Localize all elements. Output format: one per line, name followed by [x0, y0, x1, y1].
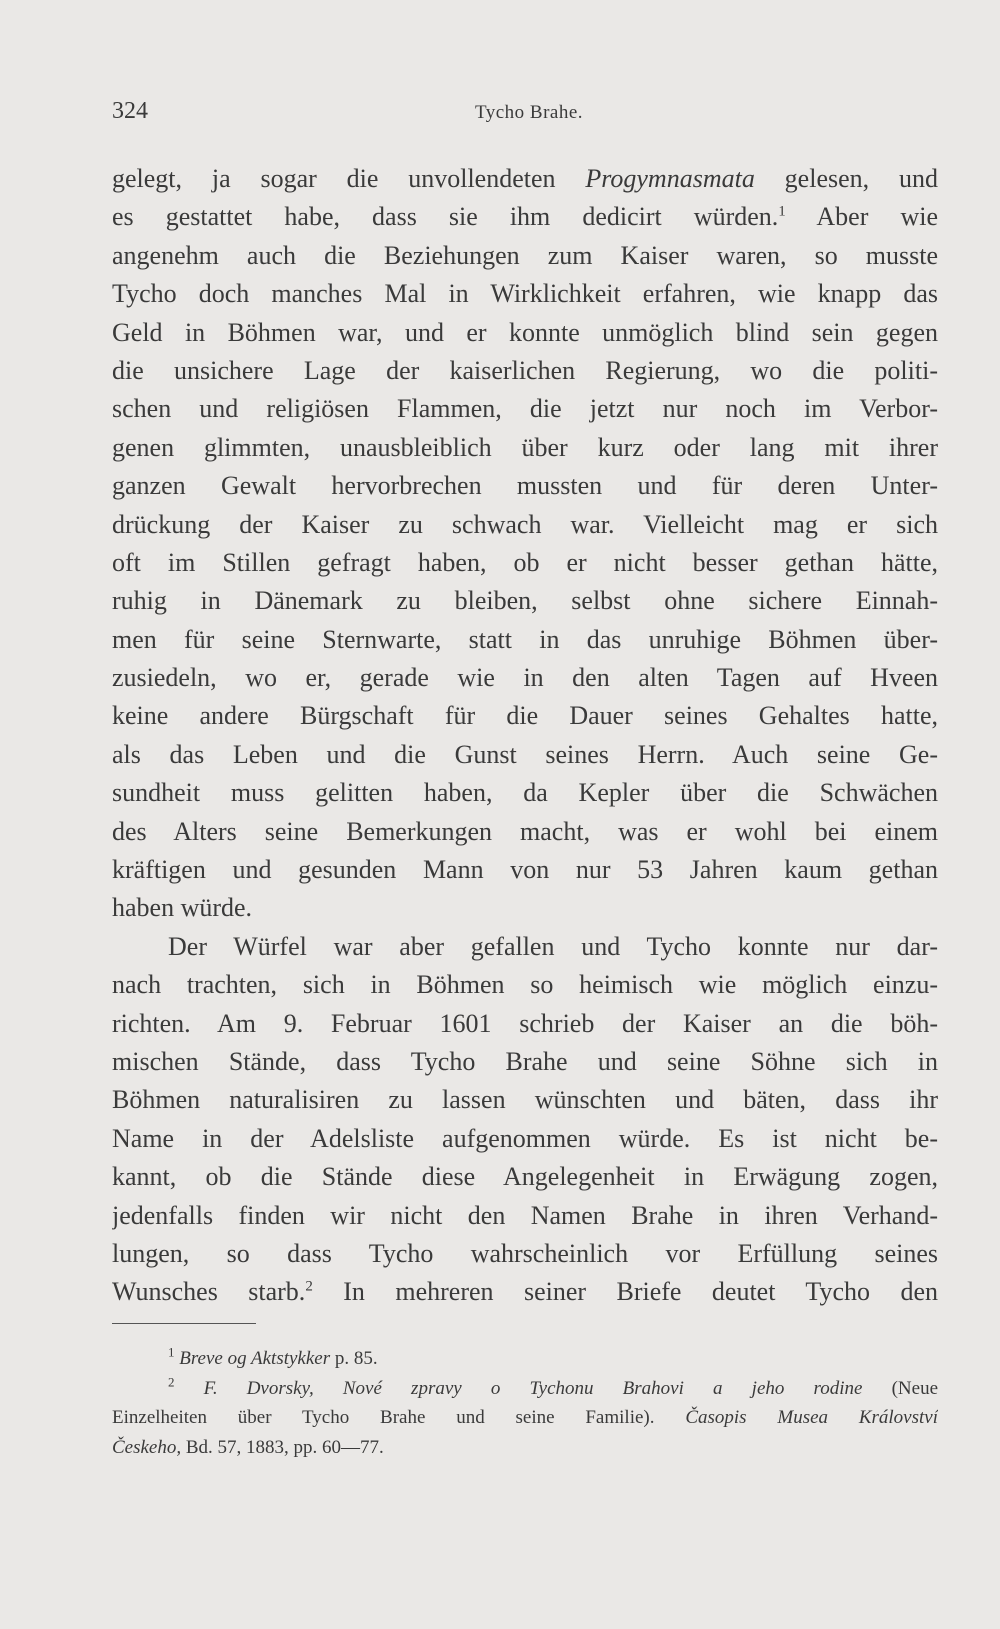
text-line: es gestattet habe, dass sie ihm dedicirt würden.$^1$ Aber wie — [112, 202, 938, 232]
text-line: men für seine Sternwarte, statt in das unruhige Böhmen über- — [112, 624, 938, 654]
text-line: jedenfalls finden wir nicht den Namen Brahe in ihren Verhand- — [112, 1200, 938, 1230]
text-line: Böhmen naturalisiren zu lassen wünschten und bäten, dass ihr — [112, 1085, 938, 1115]
text-line: haben würde. — [112, 893, 253, 923]
text-line: Wunsches starb.$^2$ In mehreren seiner Briefe deutet Tycho den — [112, 1277, 938, 1307]
footnote-ref: 2 — [305, 1278, 313, 1295]
text-line: des Alters seine Bemerkungen macht, was er wohl bei einem — [112, 816, 938, 846]
page-header — [112, 98, 938, 138]
footnote-divider — [112, 1323, 256, 1324]
footnote-2-continued: Einzelheiten über Tycho Brahe und seine Familie). Časopis Musea Království — [112, 1407, 938, 1428]
footnotes — [112, 1344, 938, 1462]
text-line: drückung der Kaiser zu schwach war. Vielleicht mag er sich — [112, 509, 938, 539]
text-line: als das Leben und die Gunst seines Herrn. Auch seine Ge- — [112, 739, 938, 769]
footnote-ref: 1 — [778, 203, 786, 220]
text-line: ruhig in Dänemark zu bleiben, selbst ohne sichere Einnah- — [112, 586, 938, 616]
text-line: zusiedeln, wo er, gerade wie in den alten Tagen auf Hveen — [112, 663, 938, 693]
text-line: oft im Stillen gefragt haben, ob er nicht besser gethan hätte, — [112, 547, 938, 577]
text-line: keine andere Bürgschaft für die Dauer seines Gehaltes hatte, — [112, 701, 938, 731]
text-line: Geld in Böhmen war, und er konnte unmöglich blind sein gegen — [112, 317, 938, 347]
main-text — [112, 160, 938, 1312]
footnote-2: $^2$ F. Dvorsky, Nové zpravy o Tychonu Brahovi a jeho rodine (Neue — [168, 1374, 938, 1399]
page-number: 324 — [112, 98, 148, 124]
footnote-2-continued: Českeho, Bd. 57, 1883, pp. 60—77. — [112, 1436, 384, 1458]
text-line: mischen Stände, dass Tycho Brahe und seine Söhne sich in — [112, 1046, 938, 1076]
text-line: ganzen Gewalt hervorbrechen mussten und für deren Unter- — [112, 471, 938, 501]
text-line: lungen, so dass Tycho wahrscheinlich vor Erfüllung seines — [112, 1238, 938, 1268]
running-title: Tycho Brahe. — [474, 102, 584, 123]
text-line: Name in der Adelsliste aufgenommen würde. Es ist nicht be- — [112, 1123, 938, 1153]
text-line: genen glimmten, unausbleiblich über kurz oder lang mit ihrer — [112, 432, 938, 462]
text-line: gelegt, ja sogar die unvollendeten Progymnasmata gelesen, und — [112, 164, 938, 193]
paragraph-start: Der Würfel war aber gefallen und Tycho konnte nur dar- — [168, 931, 938, 961]
text-line: sundheit muss gelitten haben, da Kepler über die Schwächen — [112, 778, 938, 808]
text-line: nach trachten, sich in Böhmen so heimisch wie möglich einzu- — [112, 970, 938, 1000]
work-title: Progymnasmata — [585, 164, 755, 193]
text-line: richten. Am 9. Februar 1601 schrieb der Kaiser an die böh- — [112, 1008, 938, 1038]
text-line: angenehm auch die Beziehungen zum Kaiser waren, so musste — [112, 240, 938, 270]
footnote-1: $^1$ Breve og Aktstykker p. 85. — [168, 1344, 378, 1369]
text-line: schen und religiösen Flammen, die jetzt nur noch im Verbor- — [112, 394, 938, 424]
text-line: kräftigen und gesunden Mann von nur 53 Jahren kaum gethan — [112, 855, 938, 885]
text-line: die unsichere Lage der kaiserlichen Regierung, wo die politi- — [112, 355, 938, 385]
text-line: kannt, ob die Stände diese Angelegenheit in Erwägung zogen, — [112, 1162, 938, 1192]
text-line: Tycho doch manches Mal in Wirklichkeit erfahren, wie knapp das — [112, 279, 938, 309]
